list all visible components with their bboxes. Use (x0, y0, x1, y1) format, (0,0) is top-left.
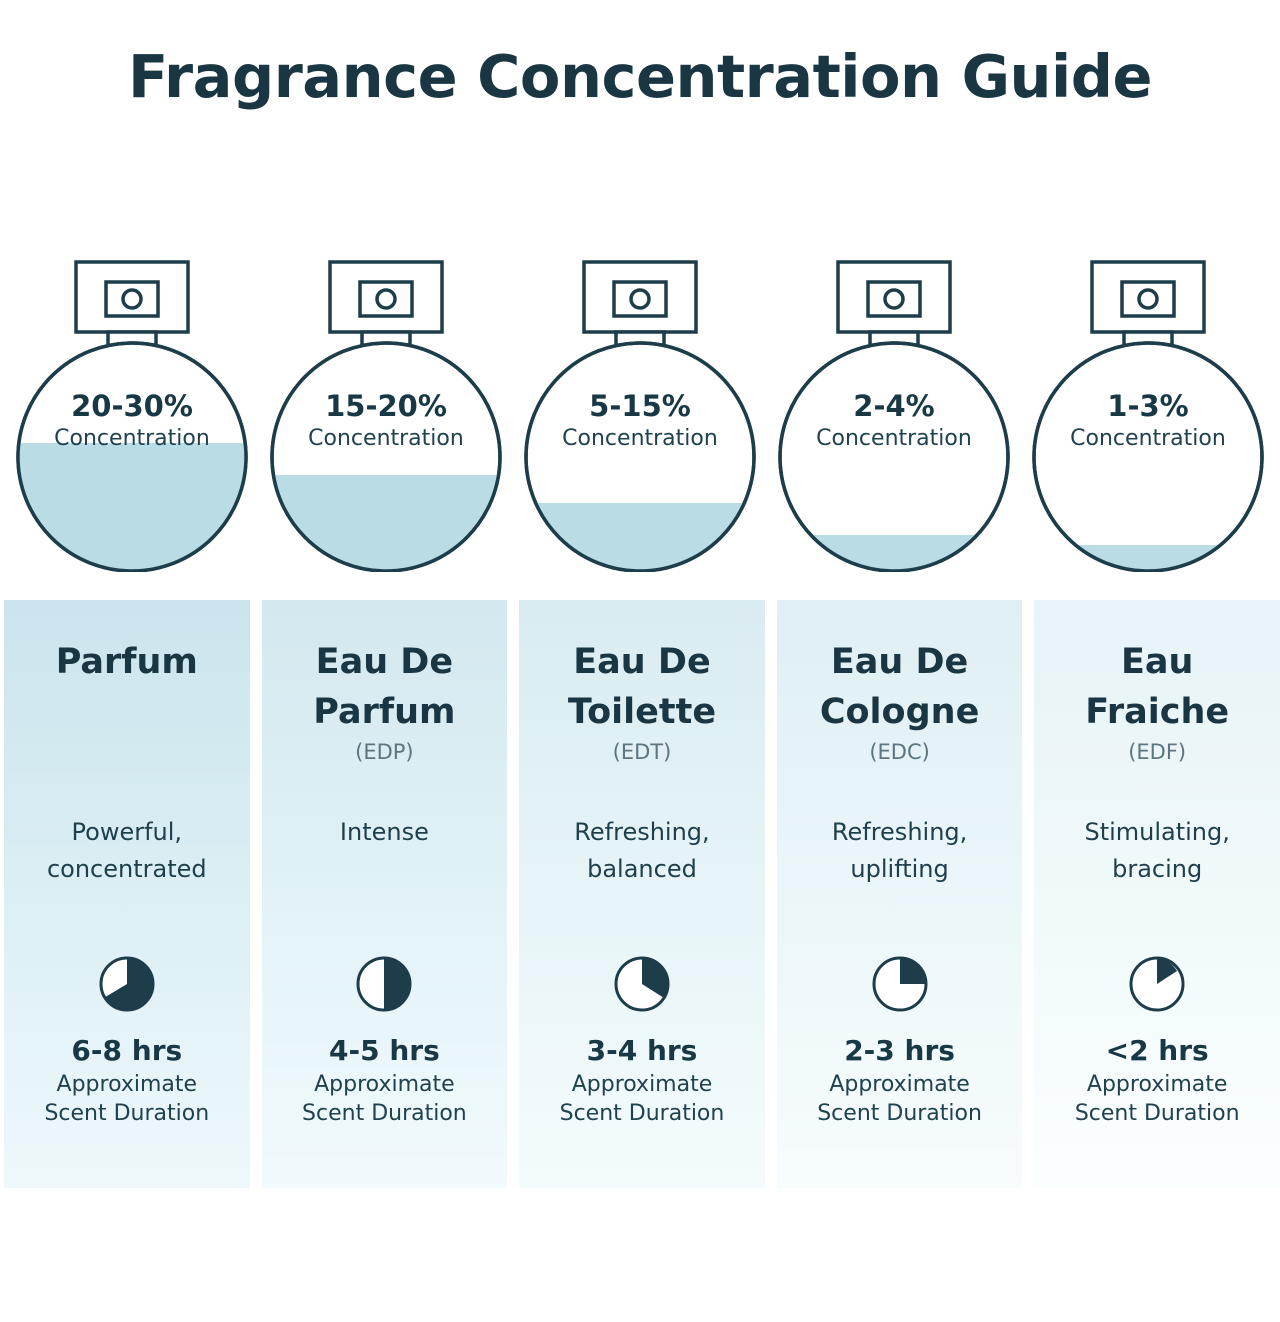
bottle-card-eau-de-toilette (516, 242, 764, 582)
duration-value: <2 hrs (1105, 1034, 1209, 1067)
duration-label (787, 1070, 1013, 1129)
fragrance-name-line2: Parfum (313, 691, 456, 732)
clock-icon (612, 954, 672, 1014)
duration-label-line2: Scent Duration (1074, 1101, 1240, 1127)
perfume-bottle-icon (1024, 242, 1272, 572)
fragrance-name (529, 638, 755, 738)
detail-column-eau-de-toilette (519, 600, 765, 1188)
duration-label-line1: Approximate (56, 1071, 198, 1097)
clock-icon-wrap (787, 954, 1013, 1016)
perfume-bottle-icon (770, 242, 1018, 572)
duration-label-line2: Scent Duration (817, 1101, 982, 1127)
duration-label (1044, 1070, 1270, 1129)
details-columns-row (0, 600, 1280, 1188)
description-line1: Stimulating, (1084, 818, 1230, 846)
fragrance-name (787, 638, 1013, 738)
duration-label (272, 1070, 498, 1129)
concentration-label: Concentration (816, 426, 972, 452)
concentration-value: 1-3% (1107, 389, 1189, 423)
perfume-bottle-icon (516, 242, 764, 572)
duration-label-line2: Scent Duration (559, 1101, 725, 1127)
duration-label (14, 1070, 240, 1129)
description-line1: Powerful, (71, 818, 183, 846)
perfume-bottle-icon (8, 242, 256, 572)
detail-column-eau-de-parfum (262, 600, 508, 1188)
duration-value: 4-5 hrs (329, 1034, 440, 1067)
bottle-card-eau-de-cologne (770, 242, 1018, 582)
description-line2: bracing (1112, 855, 1203, 884)
bottle-card-eau-de-parfum (262, 242, 510, 582)
clock-icon-wrap (529, 954, 755, 1016)
detail-column-eau-fraiche (1034, 600, 1280, 1188)
duration-label-line1: Approximate (314, 1071, 455, 1097)
clock-icon (1127, 954, 1187, 1014)
fragrance-name-line1: Parfum (55, 642, 198, 682)
concentration-value: 15-20% (325, 389, 447, 423)
bottle-card-eau-fraiche (1024, 242, 1272, 582)
clock-icon (97, 954, 157, 1014)
concentration-label: Concentration (54, 426, 210, 452)
concentration-value: 2-4% (853, 389, 935, 423)
duration-label-line1: Approximate (571, 1071, 713, 1097)
duration-value: 2-3 hrs (844, 1034, 955, 1067)
concentration-label: Concentration (308, 426, 464, 452)
concentration-value: 20-30% (71, 389, 193, 423)
fragrance-abbreviation: (EDC) (869, 740, 930, 764)
fragrance-description (529, 814, 755, 892)
detail-column-eau-de-cologne (777, 600, 1023, 1188)
clock-icon-wrap (14, 954, 240, 1016)
description-line2: concentrated (46, 855, 207, 884)
page-title: Fragrance Concentration Guide (128, 42, 1152, 111)
duration-label-line1: Approximate (829, 1071, 970, 1097)
duration-label-line1: Approximate (1086, 1071, 1228, 1097)
fragrance-name-line2: Fraiche (1085, 691, 1230, 732)
clock-icon-wrap (272, 954, 498, 1016)
detail-column-parfum (4, 600, 250, 1188)
duration-label-line2: Scent Duration (302, 1101, 467, 1127)
fragrance-name-line1: Eau De (315, 642, 454, 682)
description-line1: Refreshing, (831, 818, 968, 846)
fragrance-description (787, 814, 1013, 892)
description-line2: uplifting (850, 855, 949, 884)
fragrance-name (14, 638, 240, 738)
fragrance-name (272, 638, 498, 738)
duration-value: 3-4 hrs (586, 1034, 698, 1067)
fragrance-name-line1: Eau De (573, 642, 711, 682)
fragrance-abbreviation (14, 740, 240, 766)
bottles-row (0, 242, 1280, 582)
fragrance-abbreviation: (EDF) (1128, 740, 1187, 764)
clock-icon (354, 954, 414, 1014)
bottle-card-parfum (8, 242, 256, 582)
fragrance-name-line1: Eau (1120, 642, 1194, 682)
fragrance-name (1044, 638, 1270, 738)
fragrance-description (1044, 814, 1270, 892)
fragrance-name-line1: Eau De (830, 642, 969, 682)
concentration-value: 5-15% (589, 389, 691, 423)
fragrance-description (14, 814, 240, 892)
duration-label-line2: Scent Duration (44, 1101, 210, 1127)
clock-icon (870, 954, 930, 1014)
description-line1: Refreshing, (574, 818, 710, 846)
fragrance-description (272, 814, 498, 892)
perfume-bottle-icon (262, 242, 510, 572)
fragrance-abbreviation: (EDP) (355, 740, 414, 764)
concentration-label: Concentration (1070, 426, 1226, 452)
fragrance-name-line2: Toilette (567, 691, 717, 732)
concentration-label: Concentration (562, 426, 718, 452)
fragrance-name-line2: Cologne (819, 691, 980, 732)
description-line2: balanced (587, 855, 697, 884)
fragrance-abbreviation: (EDT) (612, 740, 672, 764)
description-line1: Intense (339, 818, 429, 846)
clock-icon-wrap (1044, 954, 1270, 1016)
duration-label (529, 1070, 755, 1129)
duration-value: 6-8 hrs (71, 1034, 183, 1067)
